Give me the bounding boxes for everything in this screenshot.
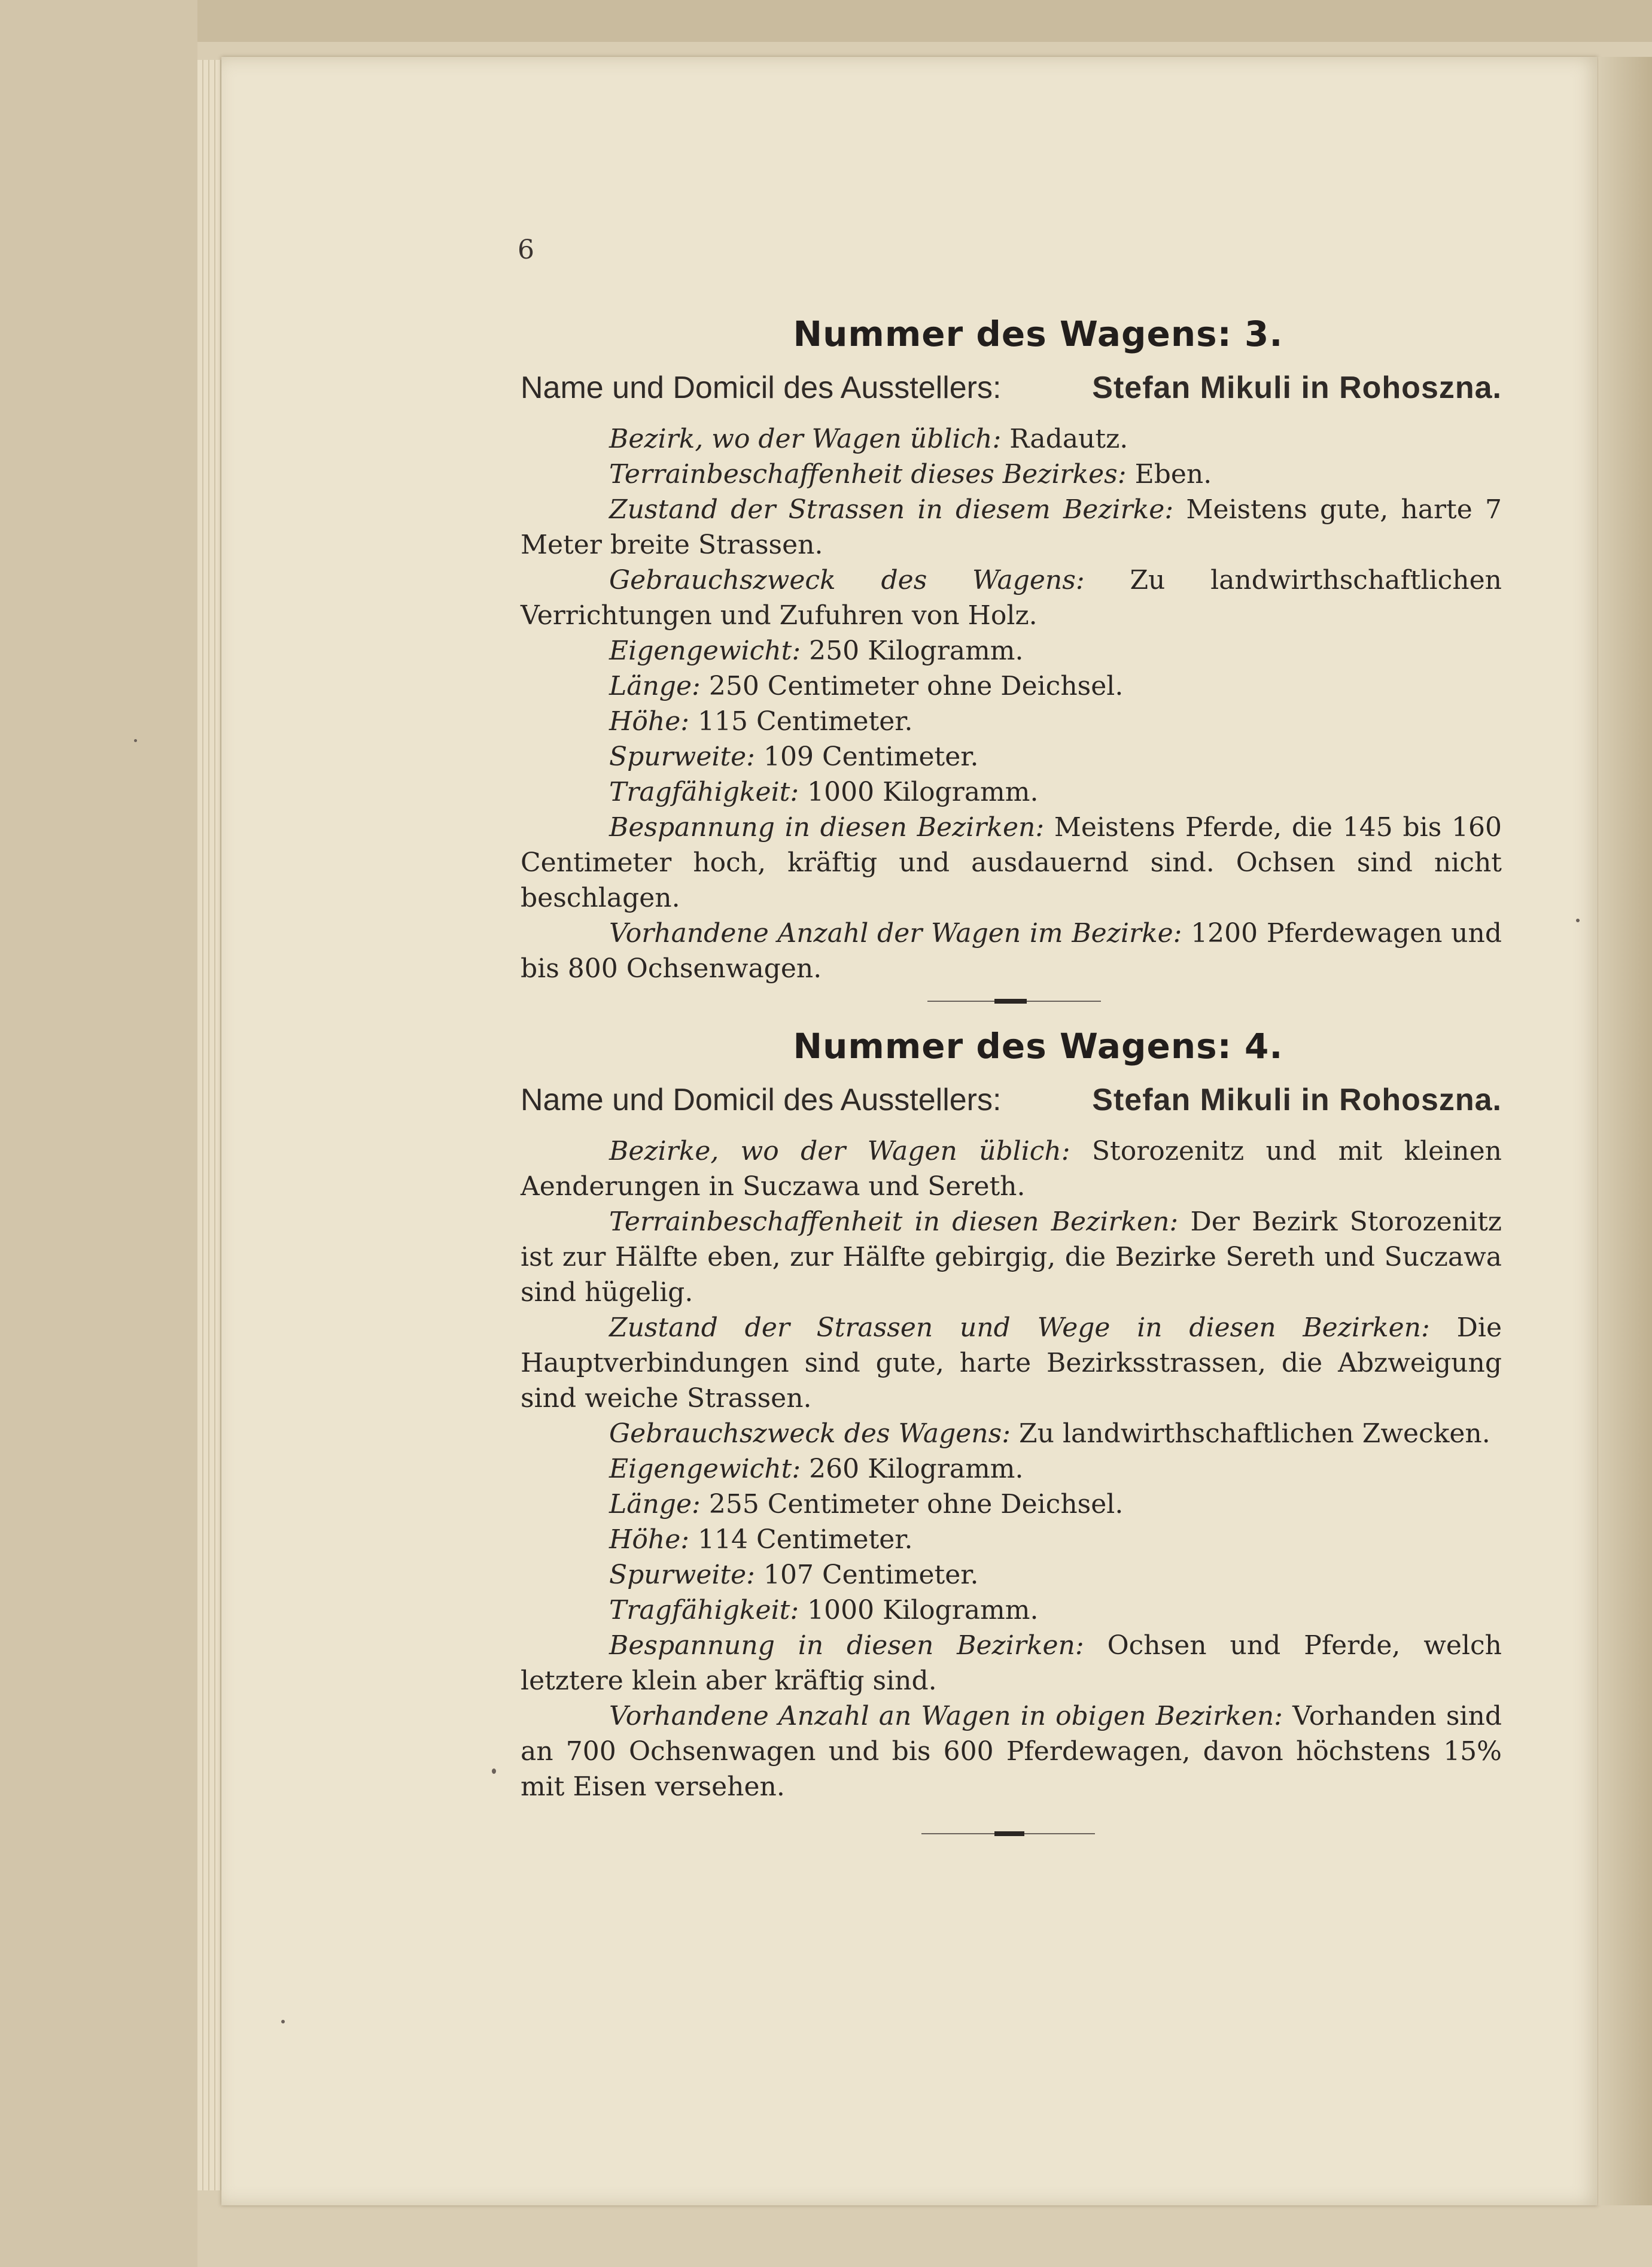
field-district [521, 1134, 1502, 1204]
field-draught-animals [521, 1628, 1502, 1698]
field-value: Radautz. [1009, 424, 1128, 454]
field-value: 255 Centimeter ohne Deichsel. [708, 1489, 1124, 1520]
field-label: Bezirke, wo der Wagen üblich: [609, 1136, 1070, 1166]
field-value: 1200 Pferdewagen und bis 800 Ochsenwagen. [521, 918, 1502, 984]
field-value: Vorhanden sind an 700 Ochsenwagen und bis 600 Pferdewagen, davon höchstens 15% mit Eisen versehen. [521, 1701, 1502, 1802]
field-value: 1000 Kilogramm. [807, 1595, 1039, 1625]
field-label: Höhe: [609, 706, 690, 737]
field-length [521, 668, 1502, 704]
exhibitor-label: Name und Domicil des Ausstellers: [521, 1083, 1002, 1117]
field-label: Länge: [609, 1489, 701, 1520]
field-value: Die Hauptverbindungen sind gute, harte Bezirksstrassen, die Abzweigung sind weiche Strassen. [521, 1312, 1502, 1414]
field-label: Vorhandene Anzahl an Wagen in obigen Bezirken: [609, 1701, 1283, 1731]
field-label: Terrainbeschaffenheit in diesen Bezirken: [609, 1207, 1179, 1237]
field-track-width [521, 1557, 1502, 1593]
field-label: Tragfähigkeit: [609, 777, 799, 807]
field-label: Zustand der Strassen und Wege in diesen Bezirken: [609, 1312, 1430, 1343]
field-value: Der Bezirk Storozenitz ist zur Hälfte eben, zur Hälfte gebirgig, die Bezirke Sereth und Suczawa sind hügelig. [521, 1207, 1502, 1308]
exhibitor-line [521, 1075, 1502, 1125]
field-label: Länge: [609, 671, 701, 701]
field-purpose [521, 1416, 1502, 1451]
field-value: Meistens Pferde, die 145 bis 160 Centimeter hoch, kräftig und ausdauernd sind. Ochsen sind nicht beschlagen. [521, 812, 1502, 913]
paper-speck [492, 1768, 496, 1774]
field-wagon-count [521, 916, 1502, 986]
field-road-condition [521, 1310, 1502, 1416]
field-value: Storozenitz und mit kleinen Aenderungen in Suczawa und Sereth. [521, 1136, 1502, 1202]
field-purpose [521, 563, 1502, 633]
exhibitor-label: Name und Domicil des Ausstellers: [521, 370, 1002, 405]
field-label: Bespannung in diesen Bezirken: [609, 812, 1045, 843]
field-label: Eigengewicht: [609, 636, 801, 666]
field-label: Spurweite: [609, 742, 755, 772]
field-label: Spurweite: [609, 1560, 755, 1590]
exhibitor-name: Stefan Mikuli in Rohoszna. [1092, 370, 1502, 405]
field-list [521, 421, 1502, 986]
entry-heading: Nummer des Wagens: 3. [793, 314, 1283, 354]
entry-heading: Nummer des Wagens: 4. [793, 1026, 1283, 1066]
field-value: Ochsen und Pferde, welch letztere klein aber kräftig sind. [521, 1630, 1502, 1696]
document-body [521, 236, 1502, 1850]
field-value: 260 Kilogramm. [809, 1454, 1024, 1484]
field-length [521, 1487, 1502, 1522]
field-value: Zu landwirthschaftlichen Verrichtungen und Zufuhren von Holz. [521, 565, 1502, 631]
scan-background-left [0, 0, 197, 2267]
field-value: Zu landwirthschaftlichen Zwecken. [1019, 1418, 1490, 1449]
field-label: Tragfähigkeit: [609, 1595, 799, 1625]
field-height [521, 704, 1502, 739]
field-value: 250 Centimeter ohne Deichsel. [708, 671, 1124, 701]
field-weight [521, 1451, 1502, 1487]
field-list [521, 1134, 1502, 1804]
field-terrain [521, 1204, 1502, 1310]
field-value: Eben. [1134, 459, 1212, 490]
wagon-entry-4 [521, 1017, 1502, 1804]
end-divider [521, 1822, 1502, 1846]
field-height [521, 1522, 1502, 1557]
field-label: Vorhandene Anzahl der Wagen im Bezirke: [609, 918, 1182, 949]
field-terrain [521, 457, 1502, 492]
field-label: Terrainbeschaffenheit dieses Bezirkes: [609, 459, 1127, 490]
divider-mark [994, 1831, 1024, 1836]
field-value: 115 Centimeter. [698, 706, 913, 737]
field-label: Gebrauchszweck des Wagens: [609, 565, 1085, 595]
field-capacity [521, 1593, 1502, 1628]
field-label: Gebrauchszweck des Wagens: [609, 1418, 1011, 1449]
book-spine [1598, 57, 1652, 2205]
field-track-width [521, 739, 1502, 774]
paper-speck [134, 739, 137, 742]
field-weight [521, 633, 1502, 668]
field-road-condition [521, 492, 1502, 563]
field-district [521, 421, 1502, 457]
field-value: 1000 Kilogramm. [807, 777, 1039, 807]
field-label: Bezirk, wo der Wagen üblich: [609, 424, 1002, 454]
divider-mark [994, 999, 1027, 1004]
field-label: Bespannung in diesen Bezirken: [609, 1630, 1084, 1661]
field-draught-animals [521, 810, 1502, 916]
paper-speck [1576, 919, 1580, 922]
page-number: 6 [518, 235, 534, 265]
paper-speck [281, 2020, 285, 2023]
field-value: 114 Centimeter. [698, 1524, 913, 1555]
field-value: 107 Centimeter. [763, 1560, 979, 1590]
wagon-entry-3 [521, 236, 1502, 986]
scan-background-top [0, 0, 1652, 42]
field-label: Höhe: [609, 1524, 690, 1555]
field-value: 109 Centimeter. [763, 742, 979, 772]
field-value: Meistens gute, harte 7 Meter breite Strassen. [521, 494, 1502, 560]
field-label: Eigengewicht: [609, 1454, 801, 1484]
field-wagon-count [521, 1698, 1502, 1804]
exhibitor-line [521, 363, 1502, 413]
exhibitor-name: Stefan Mikuli in Rohoszna. [1092, 1083, 1502, 1117]
field-label: Zustand der Strassen in diesem Bezirke: [609, 494, 1174, 525]
section-divider [521, 990, 1502, 1014]
field-value: 250 Kilogramm. [809, 636, 1024, 666]
field-capacity [521, 774, 1502, 810]
